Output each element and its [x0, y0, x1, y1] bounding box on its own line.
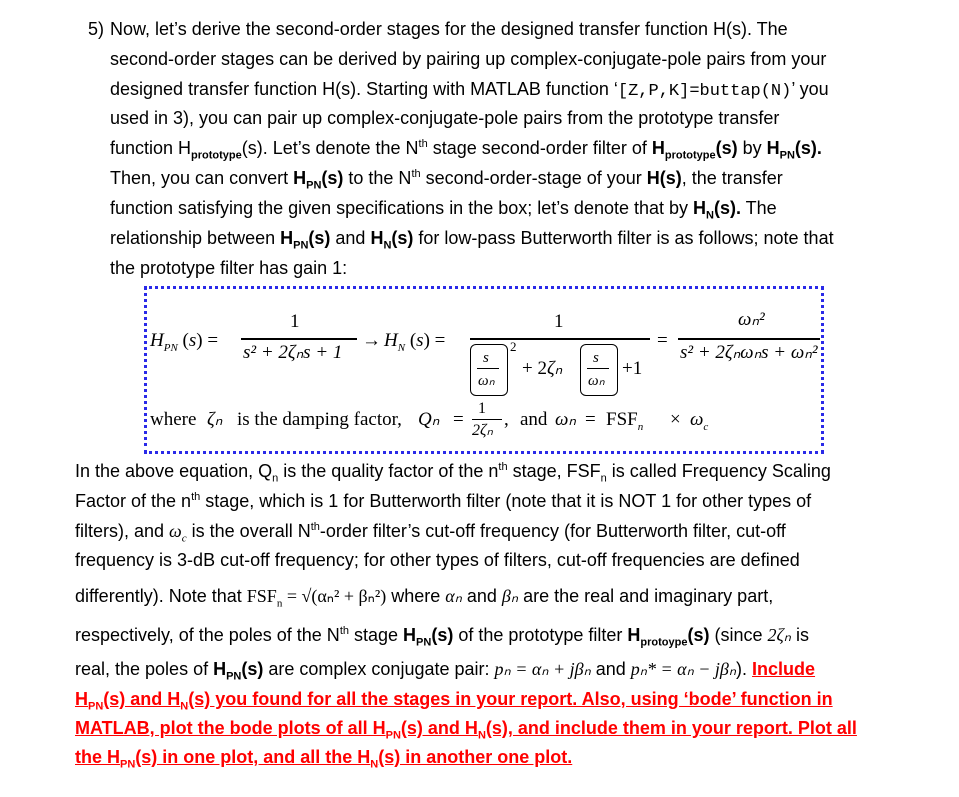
s-over-wn-2-den: ωₙ — [588, 373, 605, 389]
intro-line-8: relationship between $H_{PN}(s)$ and $H_N(s)$ for low-pass Butterworth filter is as follows; note that — [110, 228, 834, 252]
problem-number: 5) — [88, 19, 105, 39]
frac1-numerator: 1 — [290, 311, 300, 332]
omega-n: ωₙ — [555, 409, 576, 430]
hn-lhs: $H_N$ (s) = — [384, 330, 446, 354]
equals-2: = — [657, 330, 668, 351]
fsf-equals: = — [585, 409, 596, 430]
hpn-lhs: $H_{PN}$ (s) = — [150, 330, 219, 354]
intro-line-7: function satisfying the given specifications in the box; let’s denote that by $H_N(s)$. The — [110, 198, 777, 222]
fsf-n: $FSF_n$ — [606, 409, 644, 433]
intro-line-3: designed transfer function H(s). Starting with MATLAB function ‘[Z,P,K]=buttap(N)’ you — [110, 79, 829, 101]
q-n: Qₙ — [418, 409, 440, 430]
s-over-wn-2-num: s — [593, 350, 599, 366]
expl-line-2: Factor of the $n^{th}$ stage, which is 1 for Butterworth filter (note that it is NOT 1 for other types of — [75, 491, 812, 511]
expl-line-6: respectively, of the poles of the $N^{th}$ stage $H_{PN}(s)$ of the prototype filter $H_{protoype}(s)$ (since 2ζₙ is — [75, 625, 809, 649]
q-numerator: 1 — [478, 400, 486, 417]
expl-line-1: In the above equation, $Q_n$ is the quality factor of the $n^{th}$ stage, $FSF_n$ is called Frequency Scaling — [75, 461, 831, 485]
omega-c: $\omega_c$ — [690, 409, 709, 433]
times-sign: × — [670, 409, 681, 430]
instruction-line-3: the $H_{PN}(s)$ in one plot, and all the $H_N(s)$ in another one plot. — [75, 747, 573, 771]
square-exp: 2 — [510, 339, 517, 354]
s-over-wn-1-num: s — [483, 350, 489, 366]
comma: , — [504, 409, 509, 430]
intro-line-5: function $H_{prototype}(s)$. Let’s denote the $N^{th}$ stage second-order filter of $H_{prototype}(s)$ by $H_{PN}(s)$. — [110, 138, 822, 162]
expl-line-3: filters), and $\omega_c$ is the overall $N^{th}$-order filter’s cut-off frequency (for Butterworth filter, cut-off — [75, 521, 786, 545]
plus-one: +1 — [622, 358, 643, 379]
plus-2zeta: + 2ζₙ — [522, 358, 563, 379]
matlab-code: [Z,P,K]=buttap(N) — [617, 82, 792, 101]
expl-line-7: real, the poles of $H_{PN}(s)$ are complex conjugate pair: pₙ = αₙ + jβₙ and pₙ* = αₙ − jβₙ). Include — [75, 659, 816, 683]
frac1-bar — [241, 338, 357, 340]
frac1-denominator: s² + 2ζₙs + 1 — [243, 342, 343, 363]
s-over-wn-2-bar — [587, 368, 609, 369]
instruction-line-1: $H_{PN}(s)$ and $H_N(s)$ you found for all the stages in your report. Also, using ‘bode’ function in — [75, 689, 833, 713]
frac3-bar — [678, 338, 820, 340]
s-over-wn-1-bar — [477, 368, 499, 369]
intro-line-2: second-order stages can be derived by pairing up complex-conjugate-pole pairs from your — [110, 49, 827, 69]
arrow: → — [362, 330, 381, 351]
frac3-denominator: s² + 2ζₙωₙs + ωₙ² — [680, 342, 818, 363]
q-equals: = — [453, 409, 464, 430]
intro-line-6: Then, you can convert $H_{PN}(s)$ to the $N^{th}$ second-order-stage of your H(s), the transfer — [110, 168, 783, 192]
zeta-n: ζₙ — [207, 409, 223, 430]
s-over-wn-1-den: ωₙ — [478, 373, 495, 389]
intro-line-9: the prototype filter has gain 1: — [110, 258, 348, 278]
intro-line-4: used in 3), you can pair up complex-conjugate-pole pairs from the prototype transfer — [110, 108, 780, 128]
expl-line-5: differently). Note that $FSF_n = √(\alpha_n^2 + \beta_n^2)$ where αₙ and βₙ are the real and imaginary part, — [75, 586, 774, 610]
damping-text: is the damping factor, — [237, 409, 402, 430]
where-word: where — [150, 409, 197, 430]
frac3-numerator: ωₙ² — [738, 309, 765, 330]
frac2-numerator: 1 — [554, 311, 564, 332]
instruction-line-2: MATLAB, plot the bode plots of all $H_{PN}(s)$ and $H_N(s)$, and include them in your report. Plot all — [75, 718, 857, 742]
frac2-bar — [470, 338, 650, 340]
intro-line-1: Now, let’s derive the second-order stages for the designed transfer function H(s). The — [110, 19, 788, 39]
and-word: and — [520, 409, 548, 430]
expl-line-4: frequency is 3-dB cut-off frequency; for other types of filters, cut-off frequencies are defined — [75, 550, 800, 570]
q-denominator: 2ζₙ — [472, 422, 493, 439]
